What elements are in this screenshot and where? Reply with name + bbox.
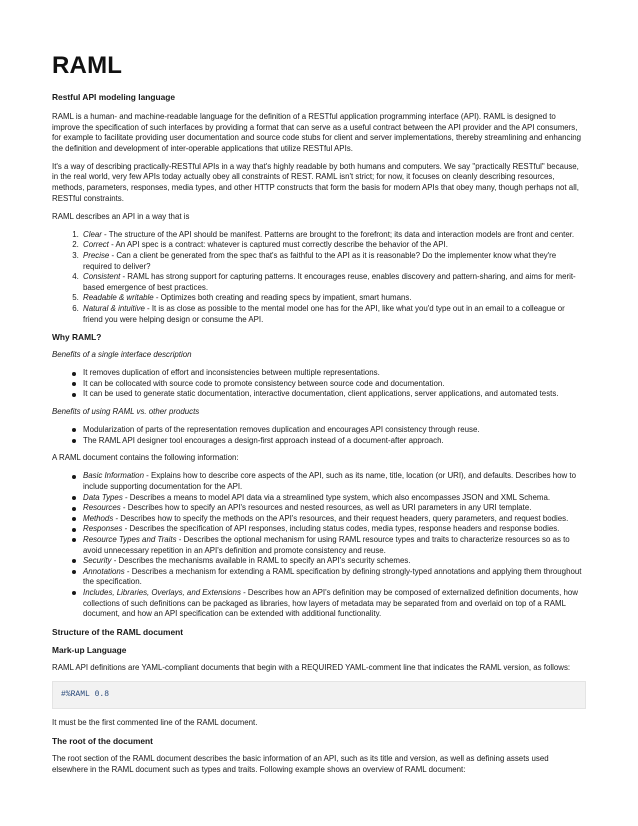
list-item: Annotations - Describes a mechanism for extending a RAML specification by defining strongly-typed annotations and applying them throughout the specification. bbox=[81, 567, 586, 588]
practical-paragraph: It's a way of describing practically-RESTful APIs in a way that's highly readable by both humans and computers. We say "practically RESTful" because, in the real world, very few APIs today actually obey all constraints of REST. RAML isn't strict; for now, it focuses on cleanly describing resources, methods, parameters, responses, media types, and other HTTP constructs that form the basis for modern APIs that obey many, though perhaps not all, RESTful constraints. bbox=[52, 161, 579, 203]
benefits-other-list bbox=[52, 425, 586, 446]
markup-paragraph: RAML API definitions are YAML-compliant documents that begin with a REQUIRED YAML-comment line that indicates the RAML version, as follows: bbox=[52, 662, 571, 672]
list-item: 5. Readable & writable - Optimizes both creating and reading specs by impatient, smart humans. bbox=[81, 293, 586, 304]
list-item: 1. Clear - The structure of the API should be manifest. Patterns are brought to the forefront; its data and interaction models are front and center. bbox=[81, 230, 586, 241]
root-paragraph: The root section of the RAML document describes the basic information of an API, such as its title and version, as well as defining assets used elsewhere in the RAML document such as types and traits. Following example shows an overview of RAML document: bbox=[52, 753, 549, 774]
root-heading: The root of the document bbox=[52, 735, 153, 746]
list-item: It removes duplication of effort and inconsistencies between multiple representations. bbox=[81, 368, 586, 379]
contains-intro: A RAML document contains the following information: bbox=[52, 453, 239, 463]
list-item: Methods - Describes how to specify the methods on the API's resources, and their request headers, query parameters, and request bodies. bbox=[81, 514, 586, 525]
list-item: Resource Types and Traits - Describes the optional mechanism for using RAML resource types and traits to characterize resources so as to avoid unnecessary repetition in an API's definition and promote consistency and reuse. bbox=[81, 535, 586, 556]
list-item: 2. Correct - An API spec is a contract: whatever is captured must correctly describe the behavior of the API. bbox=[81, 240, 586, 251]
benefits-single-list bbox=[52, 368, 586, 400]
markup-heading: Mark-up Language bbox=[52, 644, 127, 655]
list-item: Resources - Describes how to specify an API's resources and nested resources, as well as URI parameters in any URI template. bbox=[81, 503, 586, 514]
page-title: RAML bbox=[52, 52, 123, 79]
list-item: 3. Precise - Can a client be generated from the spec that's as faithful to the API as it is reasonable? Do the implementer know what they're required to deliver? bbox=[81, 251, 586, 272]
list-item: Responses - Describes the specification of API responses, including status codes, media types, response headers and response bodies. bbox=[81, 524, 586, 535]
page-subtitle: Restful API modeling language bbox=[52, 92, 175, 102]
list-item: The RAML API designer tool encourages a design-first approach instead of a document-after approach. bbox=[81, 436, 586, 447]
code-block: #%RAML 0.8 bbox=[52, 681, 586, 709]
list-item: Security - Describes the mechanisms available in RAML to specify an API's security schemes. bbox=[81, 556, 586, 567]
list-item: 6. Natural & intuitive - It is as close as possible to the mental model one has for the API, like what you'd type out in an email to a colleague or friend you were helping design or consume the API. bbox=[81, 304, 586, 325]
list-item: It can be collocated with source code to promote consistency between source code and documentation. bbox=[81, 379, 586, 390]
first-line-paragraph: It must be the first commented line of the RAML document. bbox=[52, 717, 258, 727]
list-item: Includes, Libraries, Overlays, and Extensions - Describes how an API's definition may be composed of externalized definition documents, how collections of such definitions can be packaged as libraries, how layers of metadata may be separated from and overlaid on top of a RAML document, and how an API specification can be extended with additional functionality. bbox=[81, 588, 586, 620]
list-item: 4. Consistent - RAML has strong support for capturing patterns. It encourages reuse, enables discovery and pattern-sharing, and aims for merit-based emergence of best practices. bbox=[81, 272, 586, 293]
describes-intro: RAML describes an API in a way that is bbox=[52, 211, 190, 221]
list-item: Modularization of parts of the representation removes duplication and encourages API consistency through reuse. bbox=[81, 425, 586, 436]
structure-heading: Structure of the RAML document bbox=[52, 626, 184, 637]
list-item: Data Types - Describes a means to model API data via a streamlined type system, which also encompasses JSON and XML Schema. bbox=[81, 493, 586, 504]
benefits-single-heading: Benefits of a single interface description bbox=[52, 350, 192, 360]
why-raml-heading: Why RAML? bbox=[52, 332, 102, 343]
list-item: Basic Information - Explains how to describe core aspects of the API, such as its name, title, location (or URI), and defaults. Describes how to include supporting documentation for the API. bbox=[81, 471, 586, 492]
benefits-other-heading: Benefits of using RAML vs. other products bbox=[52, 407, 200, 417]
intro-paragraph: RAML is a human- and machine-readable language for the definition of a RESTful application programming interface (API). RAML is designed to improve the specification of such interfaces by providing a format that can serve as a useful contract between the API provider and the API consumers, for example to facilitate providing user documentation and source code stubs for client and server implementations, thereby streamlining and enhancing the definition and development of inter-operable applications that utilize RESTful APIs. bbox=[52, 112, 581, 153]
principles-list bbox=[52, 230, 586, 325]
contains-list bbox=[52, 471, 586, 619]
list-item: It can be used to generate static documentation, interactive documentation, client applications, server applications, and automated tests. bbox=[81, 389, 586, 400]
